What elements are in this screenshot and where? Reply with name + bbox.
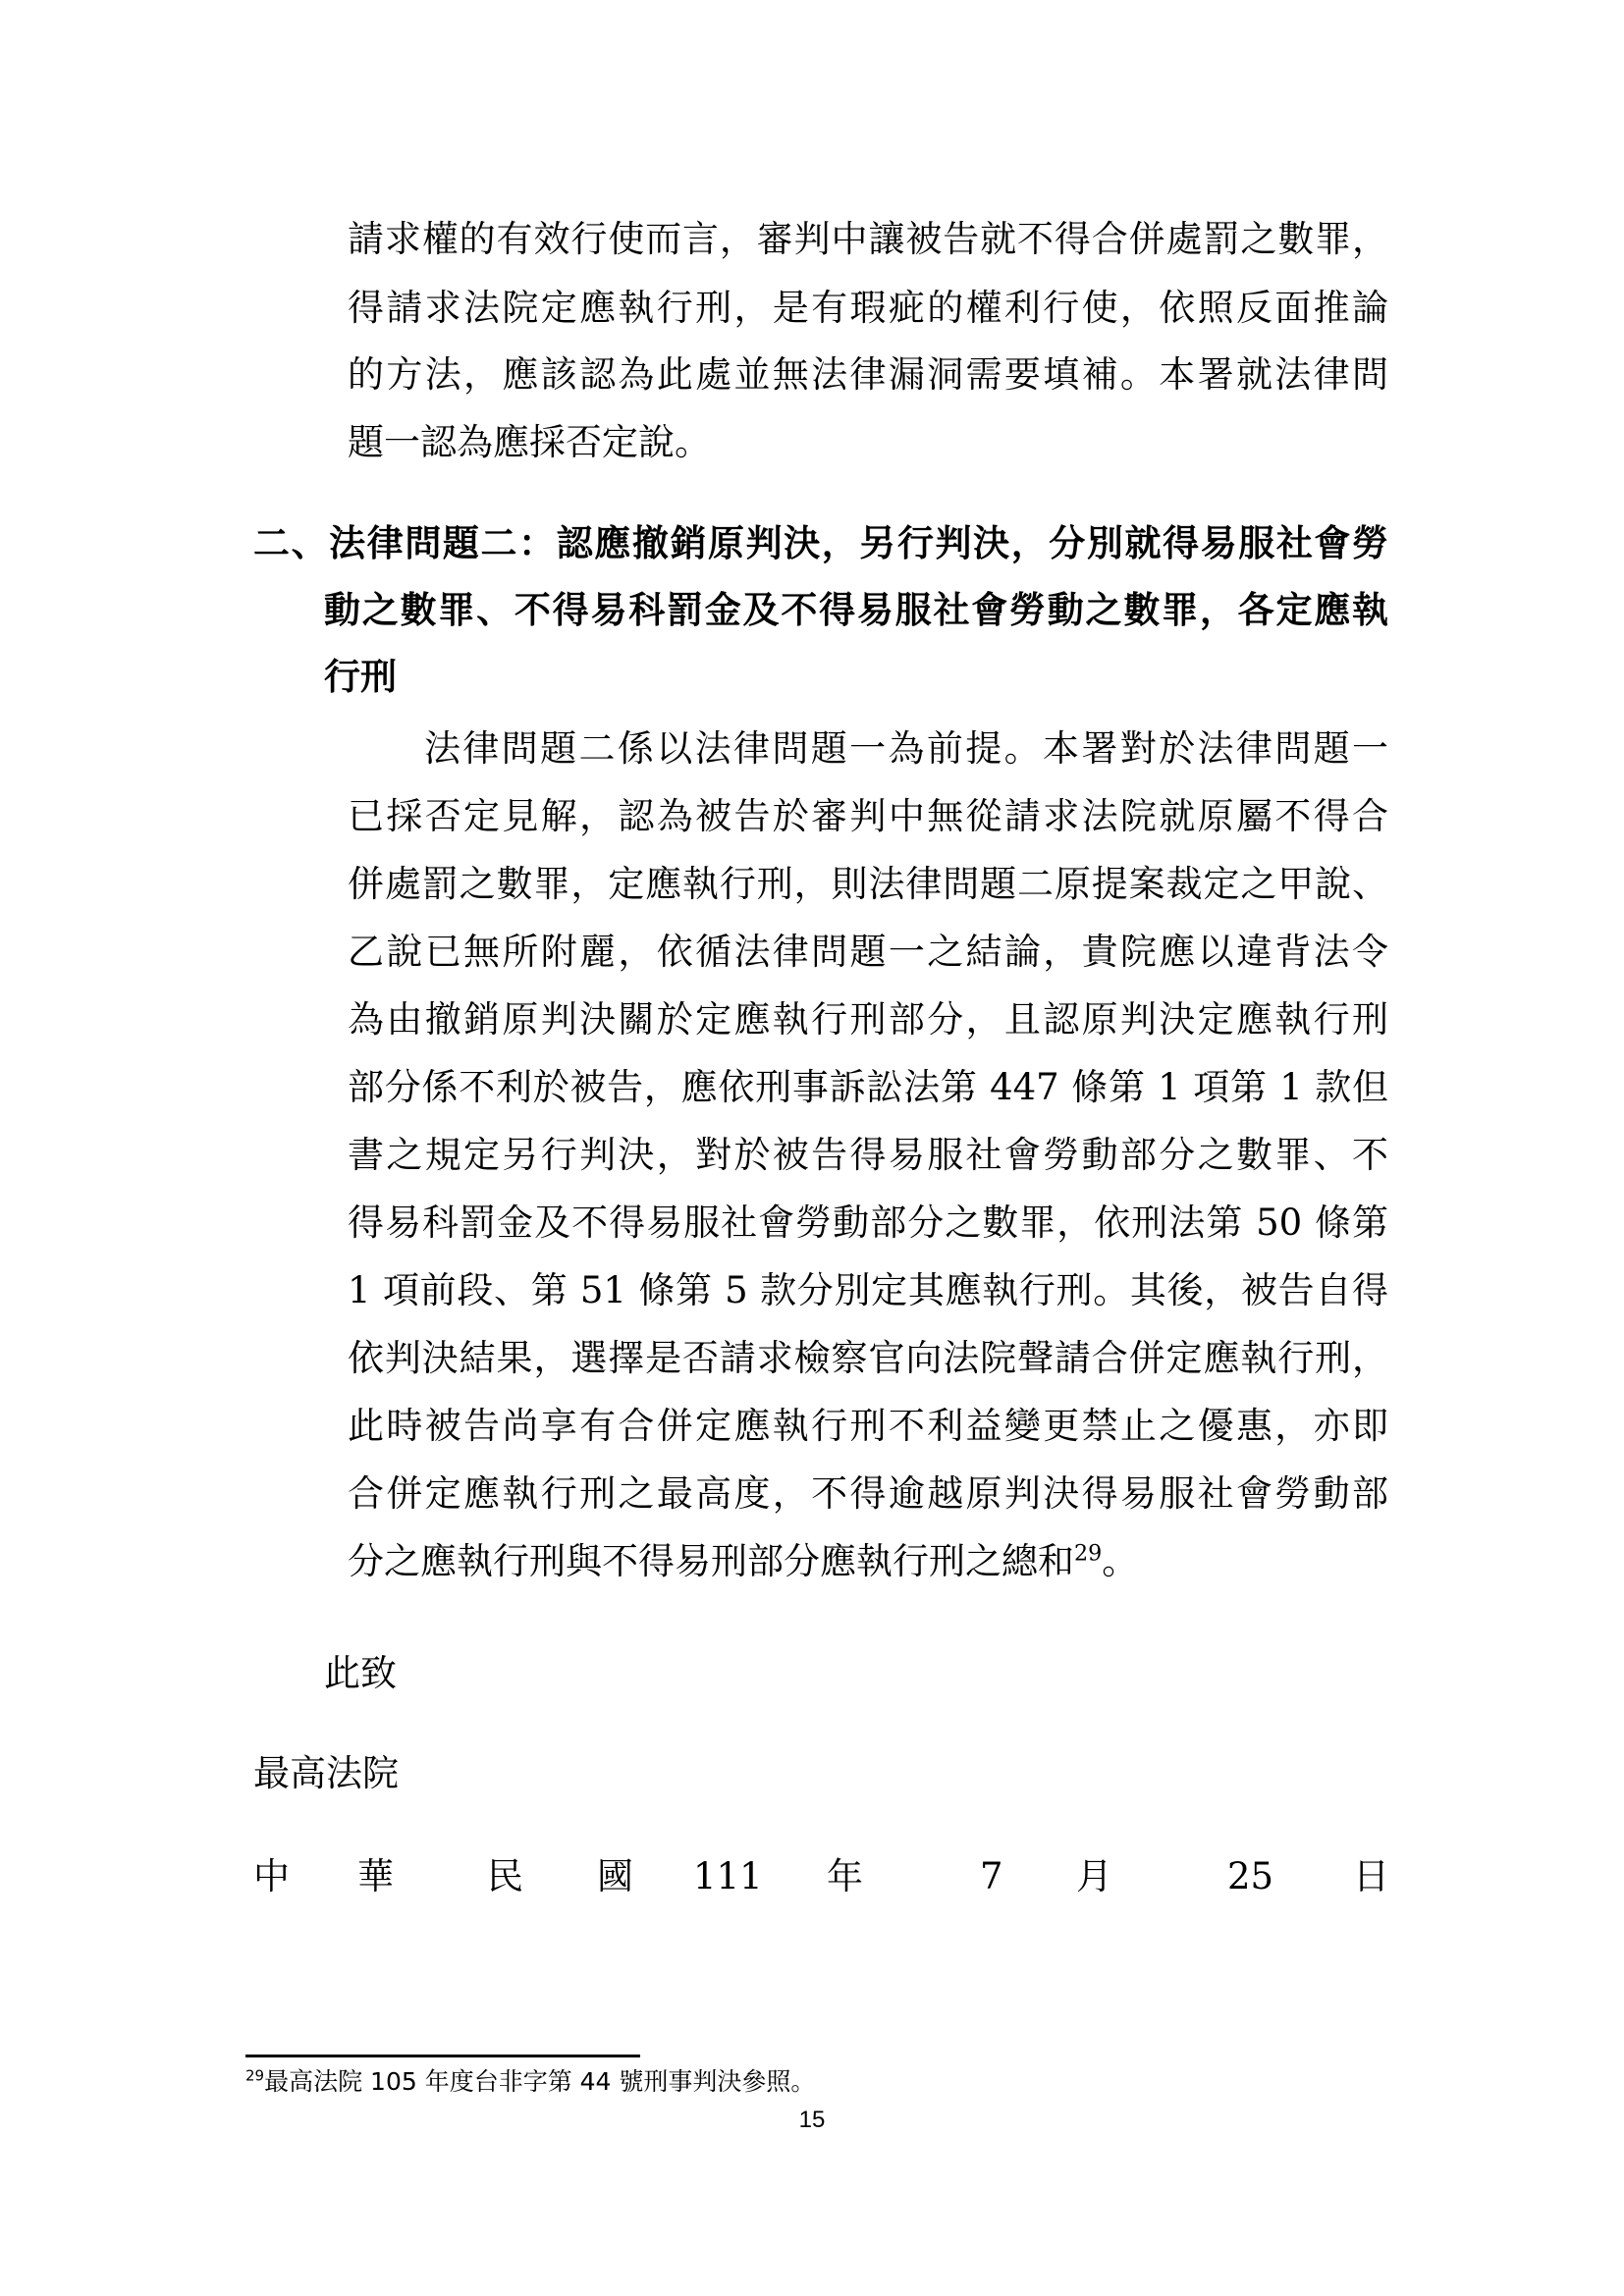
date-row bbox=[253, 1855, 1388, 1898]
paragraph-line: 此時被告尚享有合併定應執行刑不利益變更禁止之優惠，亦即 bbox=[348, 1405, 1388, 1447]
paragraph-line: 的方法，應該認為此處並無法律漏洞需要填補。本署就法律問 bbox=[348, 353, 1388, 396]
paragraph-line: 得易科罰金及不得易服社會勞動部分之數罪，依刑法第 50 條第 bbox=[348, 1201, 1388, 1244]
paragraph-line: 得請求法院定應執行刑，是有瑕疵的權利行使，依照反面推論 bbox=[348, 287, 1388, 329]
paragraph-line: 題一認為應採否定說。 bbox=[348, 421, 711, 463]
date-part: 111 bbox=[693, 1855, 763, 1897]
footnote-reference[interactable]: 29 bbox=[1074, 1540, 1103, 1567]
paragraph-line: 併處罰之數罪，定應執行刑，則法律問題二原提案裁定之甲說、 bbox=[348, 863, 1388, 905]
footnote-separator bbox=[245, 2055, 640, 2057]
section-heading-line: 動之數罪、不得易科罰金及不得易服社會勞動之數罪，各定應執 bbox=[324, 589, 1388, 631]
date-part: 25 bbox=[1227, 1855, 1274, 1897]
paragraph-line: 書之規定另行判決，對於被告得易服社會勞動部分之數罪、不 bbox=[348, 1134, 1388, 1176]
paragraph-line: 1 項前段、第 51 條第 5 款分別定其應執行刑。其後，被告自得 bbox=[348, 1269, 1388, 1311]
paragraph-line: 為由撤銷原判決關於定應執行刑部分，且認原判決定應執行刑 bbox=[348, 998, 1388, 1041]
date-part: 華 bbox=[357, 1855, 394, 1897]
section-heading-line: 行刑 bbox=[324, 656, 397, 698]
page-number: 15 bbox=[798, 2107, 826, 2133]
date-part: 國 bbox=[597, 1855, 633, 1897]
date-part: 年 bbox=[827, 1855, 863, 1897]
date-part: 月 bbox=[1076, 1855, 1112, 1897]
paragraph-text: 。 bbox=[1102, 1540, 1139, 1582]
footnote-number: 29 bbox=[245, 2066, 265, 2085]
paragraph-line: 已採否定見解，認為被告於審判中無從請求法院就原屬不得合 bbox=[348, 795, 1388, 837]
date-part: 中 bbox=[253, 1855, 290, 1897]
paragraph-line: 乙說已無所附麗，依循法律問題一之結論，貴院應以違背法令 bbox=[348, 931, 1388, 973]
salutation: 此致 bbox=[324, 1652, 397, 1694]
date-part: 7 bbox=[980, 1855, 1003, 1897]
section-heading-line: 二、法律問題二：認應撤銷原判決，另行判決，分別就得易服社會勞 bbox=[253, 522, 1388, 564]
paragraph-line: 合併定應執行刑之最高度，不得逾越原判決得易服社會勞動部 bbox=[348, 1472, 1388, 1515]
footnote bbox=[245, 2065, 815, 2099]
paragraph-text: 分之應執行刑與不得易刑部分應執行刑之總和 bbox=[348, 1540, 1074, 1582]
footnote-text: 最高法院 105 年度台非字第 44 號刑事判決參照。 bbox=[264, 2067, 816, 2096]
paragraph-line: 請求權的有效行使而言，審判中讓被告就不得合併處罰之數罪， bbox=[348, 218, 1388, 260]
paragraph-line: 法律問題二係以法律問題一為前提。本署對於法律問題一 bbox=[424, 727, 1388, 770]
date-part: 民 bbox=[487, 1855, 523, 1897]
date-part: 日 bbox=[1353, 1855, 1389, 1897]
paragraph-line: 部分係不利於被告，應依刑事訴訟法第 447 條第 1 項第 1 款但 bbox=[348, 1066, 1388, 1108]
paragraph-line: 依判決結果，選擇是否請求檢察官向法院聲請合併定應執行刑， bbox=[348, 1337, 1388, 1379]
paragraph-last-line bbox=[348, 1540, 1138, 1583]
recipient: 最高法院 bbox=[253, 1752, 399, 1794]
